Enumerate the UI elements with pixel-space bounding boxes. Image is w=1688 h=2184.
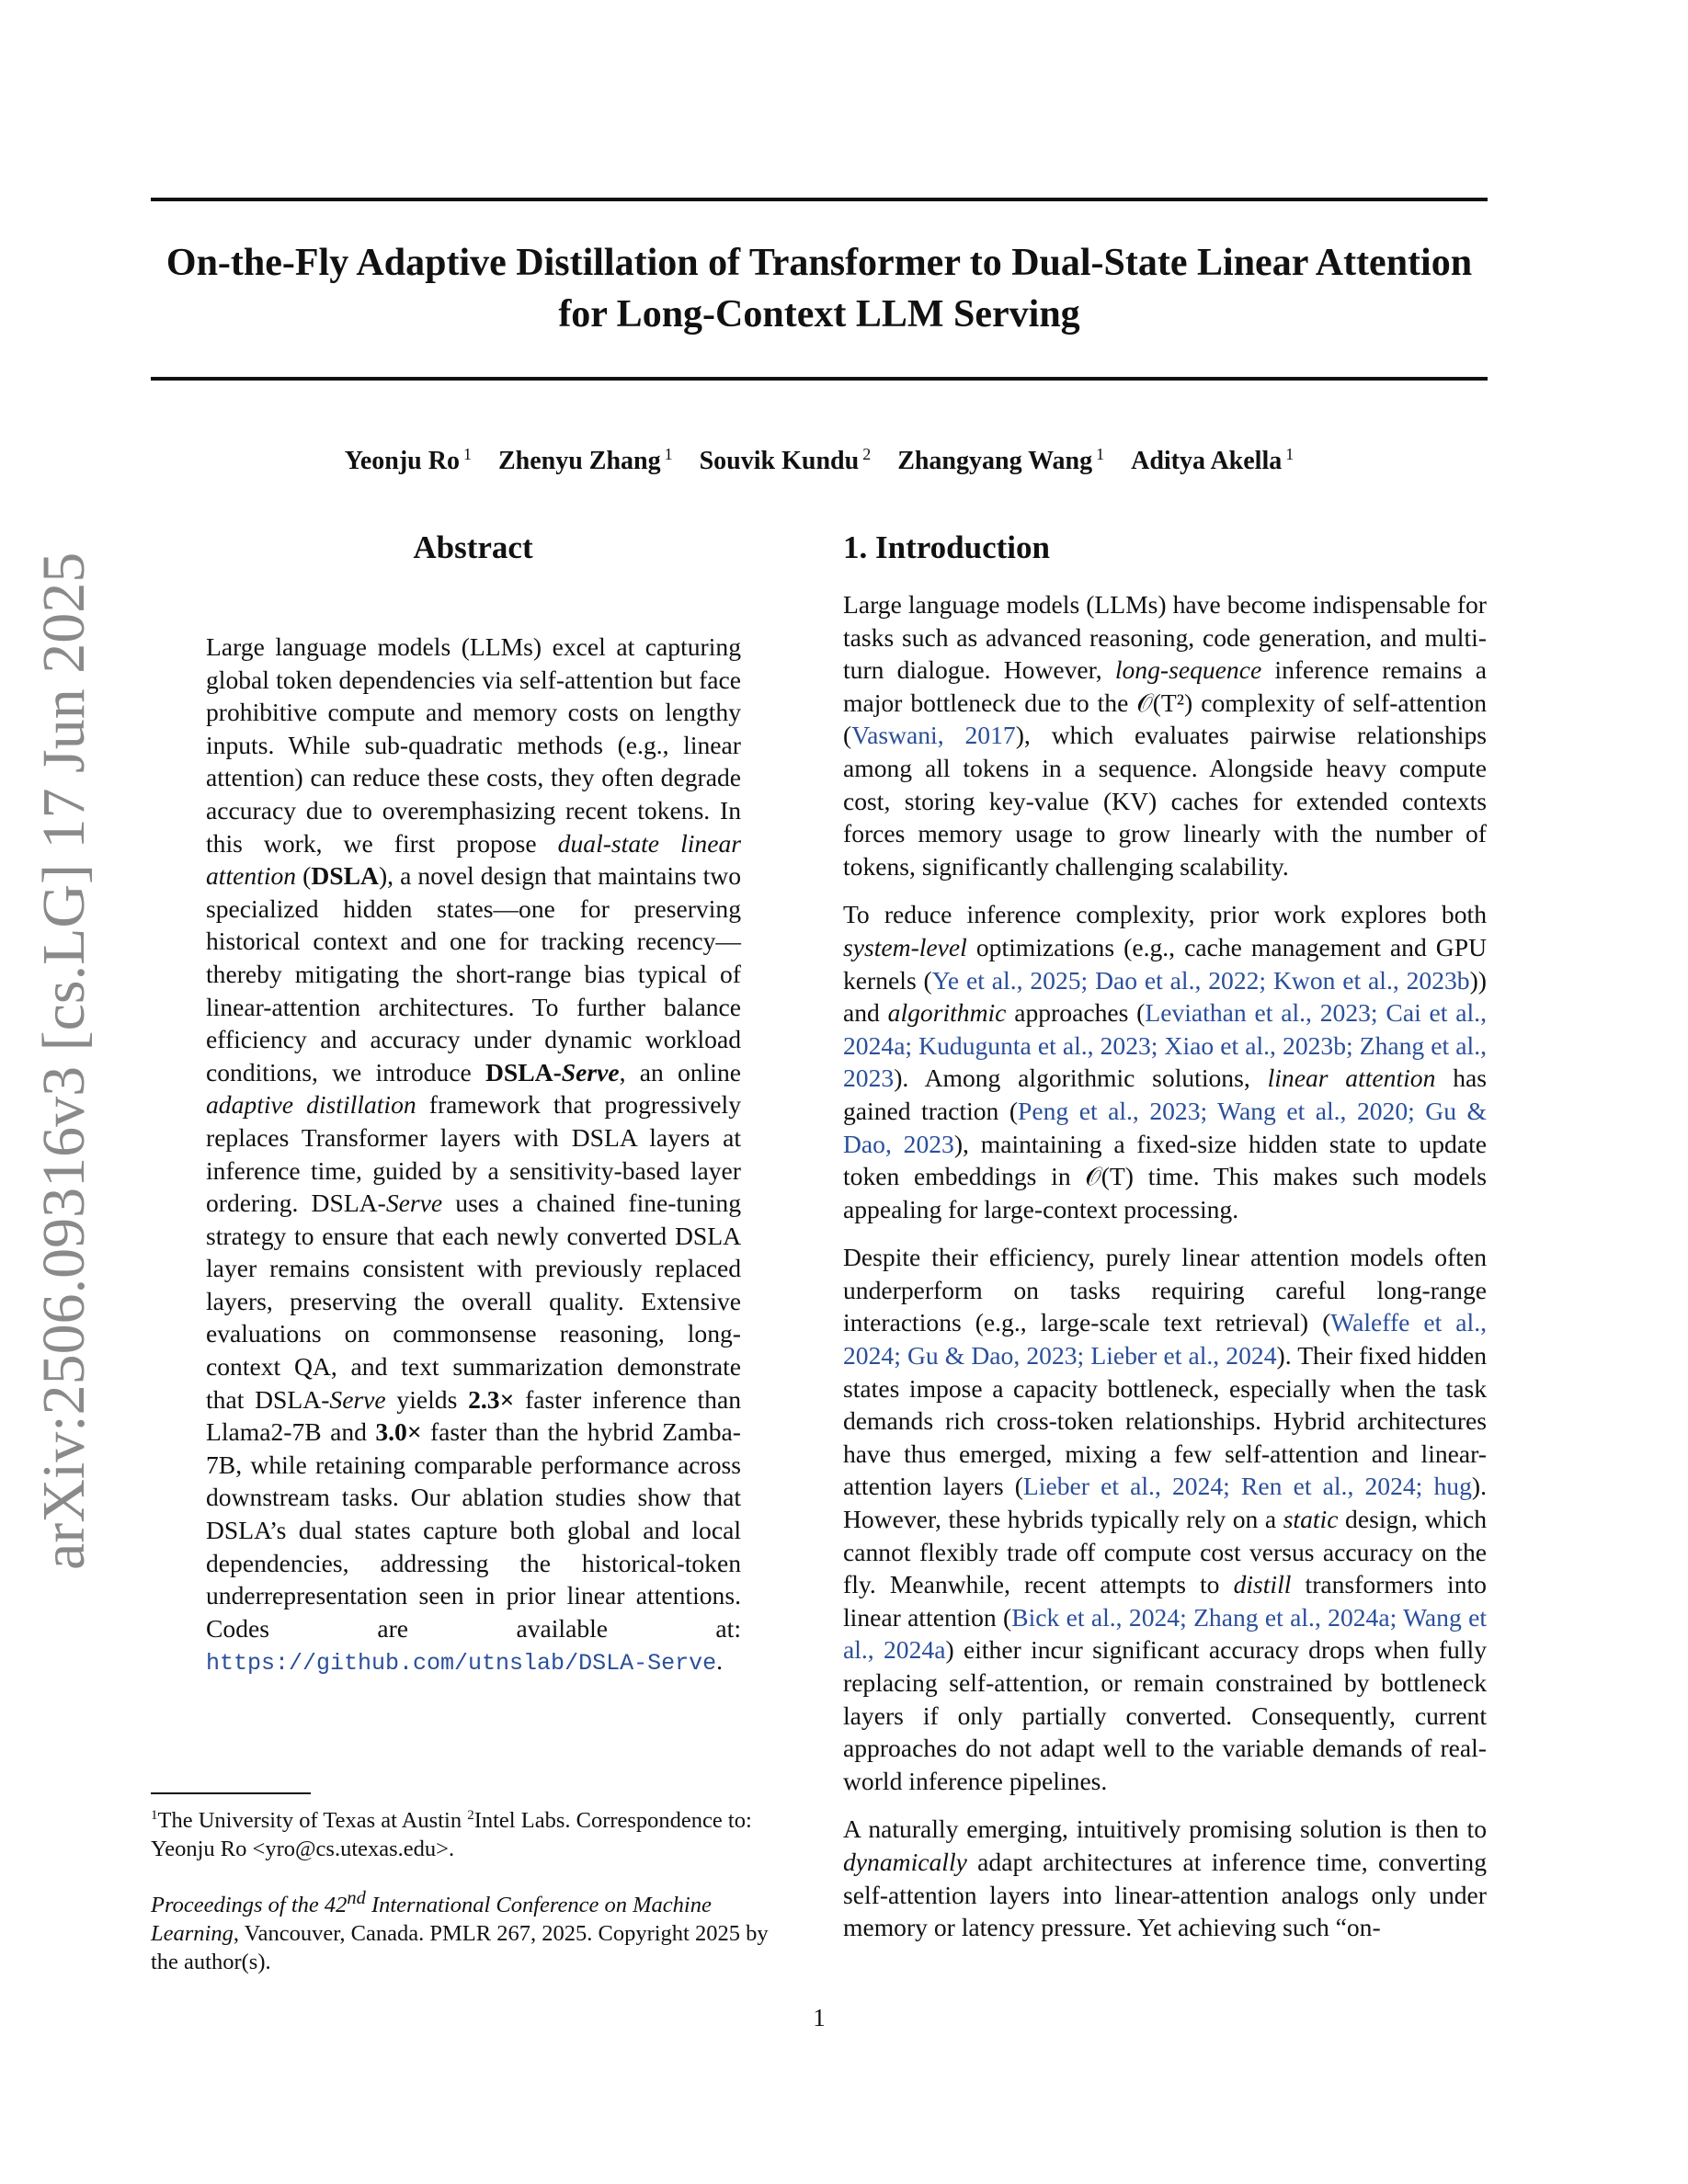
intro-text: ), maintaining a fixed-size hidden state to update token embeddings in 𝒪(T) time. This makes such models appealing for large-context processing. bbox=[843, 1129, 1487, 1223]
abstract-text: faster than the hybrid Zamba-7B, while retaining comparable performance across downstream tasks. Our ablation studies show that DSLA’s dual states capture both global and local dependencies, addressing the historical-token underrepresentation seen in prior linear attentions. Codes are available at: bbox=[206, 1417, 741, 1643]
abstract-text: ), a novel design that maintains two specialized hidden states—one for preserving historical context and one for tracking recency—thereby mitigating the short-range bias typical of linear-attention architectures. To further balance efficiency and accuracy under dynamic workload conditions, we introduce bbox=[206, 861, 741, 1086]
intro-text: Despite their efficiency, purely linear attention models often underperform on tasks requiring careful long-range interactions (e.g., large-scale text retrieval) ( bbox=[843, 1243, 1487, 1337]
intro-emphasis: long-sequence bbox=[1114, 655, 1262, 685]
intro-text: inference remains a major bottleneck due to the 𝒪(T²) complexity of self-attention ( bbox=[843, 655, 1487, 750]
paper-title-line-1: On-the-Fly Adaptive Distillation of Transformer to Dual-State Linear Attention bbox=[165, 242, 1473, 284]
author-affiliation: 1 bbox=[1096, 445, 1105, 463]
abstract-text: uses a chained fine-tuning strategy to ensure that each newly converted DSLA layer remains consistent with previously replaced layers, preserving the overall quality. Extensive evaluations on commonsense reasoning, long-context QA, and text summarization demonstrate that DSLA- bbox=[206, 1189, 741, 1414]
abstract-bold-emphasis: Serve bbox=[561, 1057, 620, 1086]
author-affiliation: 1 bbox=[1285, 445, 1295, 463]
intro-emphasis: system-level bbox=[843, 932, 967, 961]
abstract-text: , an online bbox=[619, 1057, 741, 1086]
abstract-bold: 2.3× bbox=[468, 1384, 515, 1414]
introduction-body bbox=[843, 588, 1487, 1960]
intro-text: ). However, these hybrids typically rely on a bbox=[843, 1472, 1487, 1534]
title-rule-bottom bbox=[151, 377, 1488, 381]
intro-text: design, which cannot flexibly trade off compute cost versus accuracy on the fly. Meanwhile, recent attempts to bbox=[843, 1505, 1487, 1599]
abstract-body bbox=[206, 631, 741, 1680]
intro-text: )) and bbox=[843, 965, 1487, 1028]
abstract-emphasis: dual-state linear attention bbox=[206, 828, 741, 891]
abstract-text: Large language models (LLMs) excel at capturing global token dependencies via self-attention but face prohibitive compute and memory costs on lengthy inputs. While sub-quadratic methods (e.g., linear attention) can reduce these costs, they often degrade accuracy due to overemphasizing recent tokens. In this work, we first propose bbox=[206, 632, 741, 858]
arxiv-identifier-stamp: arXiv:2506.09316v3 [cs.LG] 17 Jun 2025 bbox=[30, 552, 97, 1570]
intro-paragraph bbox=[843, 1241, 1487, 1797]
author-name: Zhangyang Wang bbox=[897, 447, 1093, 476]
intro-text: ). Their fixed hidden states impose a capacity bottleneck, especially when the task demands rich cross-token relationships. Hybrid architectures have thus emerged, mixing a few self-attention and linear-attention layers ( bbox=[843, 1341, 1487, 1501]
footnote-marker: 1 bbox=[151, 1808, 158, 1823]
abstract-heading: Abstract bbox=[413, 529, 533, 565]
affiliation-footnote bbox=[151, 1802, 794, 1863]
author-name: Souvik Kundu bbox=[699, 447, 860, 476]
proceedings-text: , Vancouver, Canada. PMLR 267, 2025. Copyright 2025 by the author(s). bbox=[151, 1921, 769, 1975]
proceedings-note bbox=[151, 1884, 794, 1976]
abstract-bold: 3.0× bbox=[375, 1417, 422, 1447]
abstract-text: . bbox=[716, 1646, 723, 1676]
intro-paragraph bbox=[843, 588, 1487, 882]
abstract-text: framework that progressively replaces Transformer layers with DSLA layers at inference time, guided by a sensitivity-based layer ordering. DSLA- bbox=[206, 1090, 741, 1218]
citation-link[interactable]: Waleffe et al., 2024; Gu & Dao, 2023; Lieber et al., 2024 bbox=[843, 1308, 1487, 1371]
intro-emphasis: static bbox=[1283, 1505, 1339, 1534]
abstract-text: ( bbox=[296, 861, 312, 891]
intro-text: has gained traction ( bbox=[843, 1064, 1487, 1125]
author-affiliation: 1 bbox=[462, 445, 472, 463]
intro-text: approaches ( bbox=[1006, 998, 1146, 1028]
proceedings-superscript: nd bbox=[347, 1888, 366, 1908]
author-affiliation: 2 bbox=[862, 445, 872, 463]
author-name: Zhenyu Zhang bbox=[497, 447, 661, 476]
citation-link[interactable]: Ye et al., 2025; Dao et al., 2022; Kwon et al., 2023b bbox=[931, 965, 1470, 995]
abstract-text: faster inference than Llama2-7B and bbox=[206, 1384, 742, 1447]
abstract-bold bbox=[485, 1058, 620, 1086]
abstract-text: yields bbox=[385, 1384, 469, 1414]
author bbox=[345, 447, 472, 475]
intro-emphasis: distill bbox=[1233, 1570, 1292, 1599]
author bbox=[897, 447, 1104, 475]
citation-link[interactable]: Lieber et al., 2024; Ren et al., 2024; hug bbox=[1022, 1472, 1472, 1501]
intro-text: adapt architectures at inference time, converting self-attention layers into linear-attention analogs only under memory or latency pressure. Yet achieving such “on- bbox=[843, 1847, 1487, 1942]
author bbox=[1131, 447, 1294, 475]
intro-paragraph bbox=[843, 898, 1487, 1225]
intro-text: A naturally emerging, intuitively promising solution is then to bbox=[843, 1814, 1487, 1844]
intro-emphasis: linear attention bbox=[1267, 1064, 1436, 1093]
intro-text: ). Among algorithmic solutions, bbox=[894, 1064, 1268, 1093]
footnote-text: Intel Labs. Correspondence to: Yeonju Ro <yro@cs.utexas.edu>. bbox=[151, 1808, 752, 1862]
citation-link[interactable]: Peng et al., 2023; Wang et al., 2020; Gu & Dao, 2023 bbox=[843, 1096, 1487, 1158]
author-affiliation: 1 bbox=[664, 445, 673, 463]
intro-emphasis: algorithmic bbox=[887, 998, 1007, 1028]
footnote-text: The University of Texas at Austin bbox=[157, 1808, 468, 1834]
footnote-rule bbox=[151, 1792, 311, 1794]
abstract-bold-text: DSLA- bbox=[485, 1057, 562, 1086]
abstract-emphasis: adaptive distillation bbox=[206, 1090, 416, 1120]
author bbox=[700, 447, 872, 475]
author bbox=[498, 447, 673, 475]
code-repository-link[interactable]: https://github.com/utnslab/DSLA-Serve bbox=[206, 1650, 717, 1678]
paper-title bbox=[151, 237, 1488, 340]
footnote-marker: 2 bbox=[467, 1808, 474, 1823]
intro-text: To reduce inference complexity, prior work explores both bbox=[843, 900, 1487, 929]
citation-link[interactable]: Leviathan et al., 2023; Cai et al., 2024a; Kudugunta et al., 2023; Xiao et al., 2023b; Zhang et al., 2023 bbox=[843, 998, 1487, 1093]
author-name: Yeonju Ro bbox=[344, 447, 460, 476]
abstract-emphasis: Serve bbox=[329, 1384, 386, 1414]
page-number: 1 bbox=[813, 2004, 826, 2031]
title-rule-top bbox=[151, 198, 1488, 201]
intro-paragraph bbox=[843, 1813, 1487, 1943]
intro-text: Large language models (LLMs) have become indispensable for tasks such as advanced reasoning, code generation, and multi-turn dialogue. However, bbox=[843, 590, 1487, 685]
abstract-bold: DSLA bbox=[311, 861, 379, 891]
intro-emphasis: dynamically bbox=[843, 1847, 967, 1876]
intro-text: optimizations (e.g., cache management and GPU kernels ( bbox=[843, 932, 1487, 995]
citation-link[interactable]: Vaswani, 2017 bbox=[851, 721, 1016, 750]
paper-title-line-2: for Long-Context LLM Serving bbox=[558, 293, 1080, 336]
abstract-emphasis: Serve bbox=[385, 1189, 443, 1218]
citation-link[interactable]: Bick et al., 2024; Zhang et al., 2024a; Wang et al., 2024a bbox=[843, 1602, 1487, 1665]
author-name: Aditya Akella bbox=[1131, 447, 1283, 476]
intro-text: transformers into linear attention ( bbox=[843, 1570, 1487, 1632]
intro-text: ) either incur significant accuracy drops when fully replacing self-attention, or remain constrained by bottleneck layers if only partially converted. Consequently, current approaches do not adapt well to the variable demands of real-world inference pipelines. bbox=[843, 1635, 1487, 1795]
proceedings-emphasis: International Conference on Machine Learning bbox=[151, 1893, 712, 1947]
author-list bbox=[151, 438, 1488, 478]
intro-text: ), which evaluates pairwise relationships among all tokens in a sequence. Alongside heavy compute cost, storing key-value (KV) caches for extended contexts forces memory usage to grow linearly with the number of tokens, significantly challenging scalability. bbox=[843, 721, 1488, 881]
introduction-heading: 1. Introduction bbox=[843, 529, 1050, 565]
proceedings-emphasis: Proceedings of the 42 bbox=[151, 1893, 348, 1918]
